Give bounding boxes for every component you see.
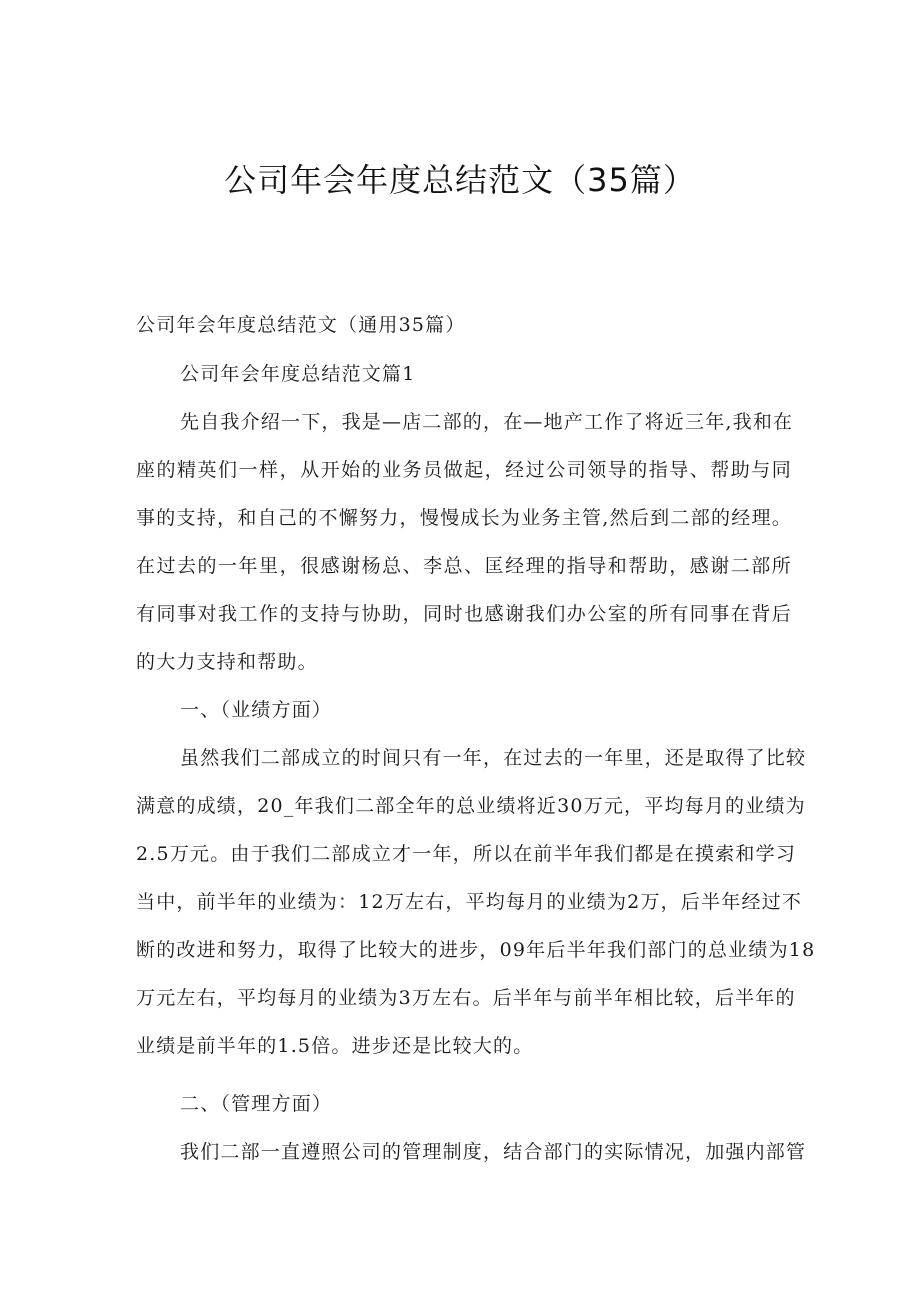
document-title: 公司年会年度总结范文（35篇） bbox=[224, 161, 696, 199]
paragraph-line: 事的支持，和自己的不懈努力，慢慢成长为业务主管,然后到二部的经理。 bbox=[136, 507, 792, 529]
paragraph-line: 2.5万元。由于我们二部成立才一年，所以在前半年我们都是在摸索和学习 bbox=[136, 843, 797, 865]
paragraph-line: 先自我介绍一下，我是—店二部的，在—地产工作了将近三年,我和在 bbox=[180, 411, 794, 433]
document-subtitle: 公司年会年度总结范文（通用35篇） bbox=[136, 314, 466, 336]
paragraph-line: 我们二部一直遵照公司的管理制度，结合部门的实际情况，加强内部管 bbox=[180, 1141, 807, 1163]
document-body bbox=[136, 305, 816, 1178]
section-heading-management: 二、（管理方面） bbox=[180, 1093, 333, 1115]
paragraph-line: 当中，前半年的业绩为：12万左右，平均每月的业绩为2万，后半年经过不 bbox=[136, 891, 803, 913]
paragraph-line: 万元左右，平均每月的业绩为3万左右。后半年与前半年相比较，后半年的 bbox=[136, 987, 796, 1009]
paragraph-intro bbox=[136, 400, 792, 688]
paragraph-line: 业绩是前半年的1.5倍。进步还是比较大的。 bbox=[136, 1035, 534, 1057]
paragraph-line: 虽然我们二部成立的时间只有一年，在过去的一年里，还是取得了比较 bbox=[180, 747, 807, 769]
paragraph-line: 座的精英们一样，从开始的业务员做起，经过公司领导的指导、帮助与同 bbox=[136, 459, 792, 481]
section-heading-performance: 一、（业绩方面） bbox=[180, 699, 333, 721]
paragraph-performance bbox=[136, 736, 816, 1072]
paragraph-management bbox=[136, 1130, 807, 1178]
paragraph-line: 有同事对我工作的支持与协助，同时也感谢我们办公室的所有同事在背后 bbox=[136, 603, 792, 625]
paragraph-line: 满意的成绩，20_年我们二部全年的总业绩将近30万元，平均每月的业绩为 bbox=[136, 795, 806, 817]
article-heading: 公司年会年度总结范文篇1 bbox=[180, 363, 416, 385]
paragraph-line: 在过去的一年里，很感谢杨总、李总、匡经理的指导和帮助，感谢二部所 bbox=[136, 555, 792, 577]
paragraph-line: 的大力支持和帮助。 bbox=[136, 651, 318, 673]
paragraph-line: 断的改进和努力，取得了比较大的进步，09年后半年我们部门的总业绩为18 bbox=[136, 939, 816, 961]
